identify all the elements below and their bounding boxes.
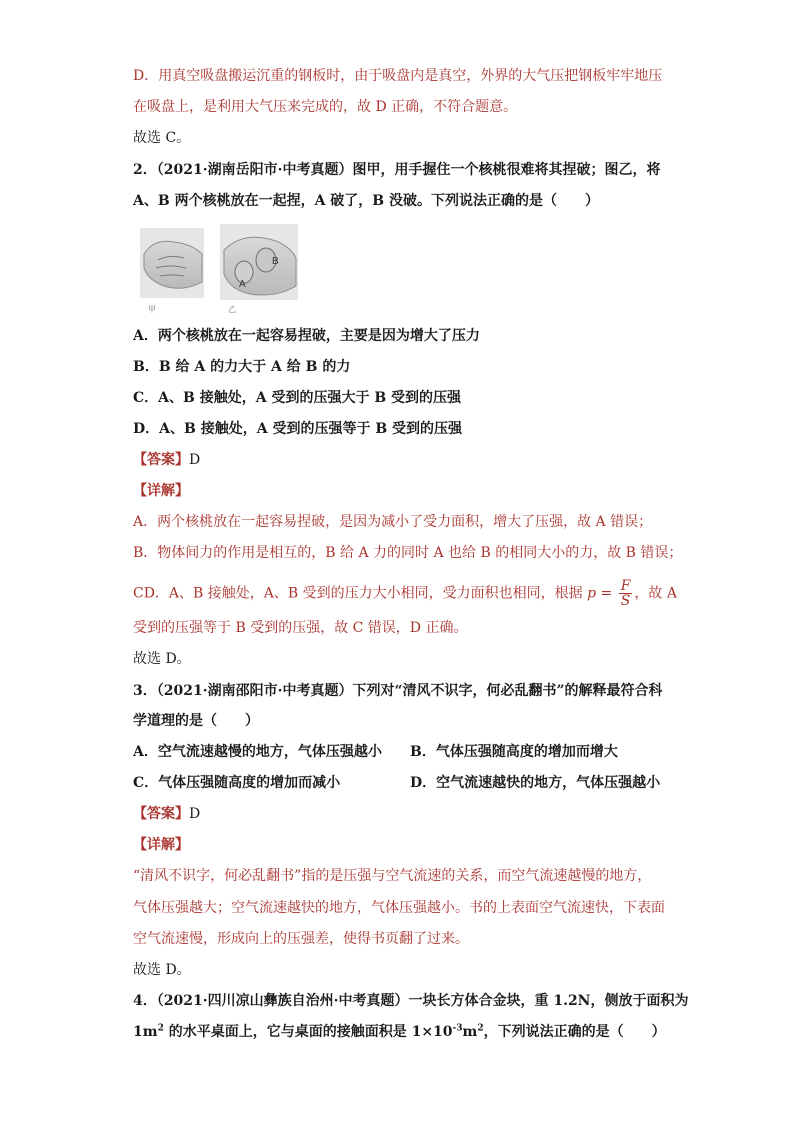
q3-option-b: B．气体压强随高度的增加而增大: [410, 744, 618, 760]
label-b: B: [272, 256, 279, 267]
q2-answer: [133, 450, 200, 470]
q2-conclusion: 故选 D。: [133, 651, 191, 667]
q2-detail-line3: [133, 579, 677, 608]
prev-detail-d-line2: 在吸盘上，是利用大气压来完成的，故 D 正确，不符合题意。: [133, 99, 518, 115]
q4-stem2-sup3: 2: [477, 1023, 484, 1034]
q4-stem2-part-a: 1m: [133, 1024, 158, 1040]
walnut-photo: [140, 224, 300, 316]
q3-option-c: C．气体压强随高度的增加而减小: [133, 775, 341, 791]
label-left-caption: 甲: [148, 305, 156, 314]
q2-stem-line1: 2．（2021·湖南岳阳市·中考真题）图甲，用手握住一个核桃很难将其捏破；图乙，将: [133, 162, 661, 178]
q2-detail-line3-start: CD．A、B 接触处，A、B 受到的压力大小相同，受力面积也相同，根据: [133, 585, 588, 602]
q2-detail-line2: B．物体间力的作用是相互的，B 给 A 力的同时 A 也给 B 的相同大小的力，故 B 错误；: [133, 545, 683, 561]
q2-option-b: B．B 给 A 的力大于 A 给 B 的力: [133, 359, 351, 375]
label-right-caption: 乙: [228, 305, 236, 314]
q2-answer-value: D: [189, 452, 201, 468]
q2-detail-tag: 【详解】: [133, 483, 189, 499]
q2-detail-line1: A．两个核桃放在一起容易捏破，是因为减小了受力面积，增大了压强，故 A 错误；: [133, 514, 653, 530]
q4-stem-line1: 4．（2021·四川凉山彝族自治州·中考真题）一块长方体合金块，重 1.2N，侧放于面积为: [133, 993, 689, 1009]
prev-conclusion: 故选 C。: [133, 130, 191, 146]
q4-stem2-part-c: m: [462, 1024, 478, 1040]
q2-option-d: D．A、B 接触处，A 受到的压强等于 B 受到的压强: [133, 421, 463, 437]
q2-option-c: C．A、B 接触处，A 受到的压强大于 B 受到的压强: [133, 390, 462, 406]
q3-answer-tag: 【答案】: [133, 806, 189, 822]
q3-detail-line3: 空气流速慢，形成向上的压强差，使得书页翻了过来。: [133, 931, 469, 947]
q3-option-d: D．空气流速越快的地方，气体压强越小: [410, 775, 661, 791]
q4-stem2-part-d: ，下列说法正确的是（ ）: [483, 1024, 666, 1040]
q3-option-a: A．空气流速越慢的地方，气体压强越小: [133, 744, 382, 760]
q4-stem2-part-b: 的水平桌面上，它与桌面的接触面积是 1×10: [163, 1024, 453, 1040]
formula-numerator: F: [620, 578, 631, 594]
formula-p: p: [587, 585, 597, 602]
q4-stem2-sup2: -3: [452, 1023, 463, 1034]
q3-detail-line2: 气体压强越大；空气流速越快的地方，气体压强越小。书的上表面空气流速快，下表面: [133, 900, 665, 916]
q3-detail-line1: “清风不识字，何必乱翻书”指的是压强与空气流速的关系，而空气流速越慢的地方，: [133, 868, 652, 884]
label-a: A: [239, 279, 246, 290]
q4-stem2-sup1: 2: [157, 1023, 164, 1034]
q2-answer-tag: 【答案】: [133, 452, 189, 468]
q3-stem-line2: 学道理的是（ ）: [133, 713, 259, 729]
q2-detail-line3-end: ，故 A: [634, 585, 677, 602]
prev-detail-d-line1: D．用真空吸盘搬运沉重的钢板时，由于吸盘内是真空，外界的大气压把钢板牢牢地压: [133, 68, 663, 84]
q4-stem-line2: [133, 1022, 666, 1042]
formula-fraction: [619, 579, 633, 608]
q3-stem-line1: 3．（2021·湖南邵阳市·中考真题）下列对“清风不识字，何必乱翻书”的解释最符合科: [133, 683, 663, 699]
q3-answer-value: D: [189, 806, 201, 822]
q2-detail-line4: 受到的压强等于 B 受到的压强，故 C 错误，D 正确。: [133, 620, 468, 636]
q3-detail-tag: 【详解】: [133, 837, 189, 853]
q2-stem-line2: A、B 两个核桃放在一起捏，A 破了，B 没破。下列说法正确的是（ ）: [133, 193, 600, 209]
formula-denominator: S: [620, 593, 631, 609]
formula-equals: =: [596, 585, 617, 602]
q3-conclusion: 故选 D。: [133, 962, 191, 978]
q2-option-a: A．两个核桃放在一起容易捏破，主要是因为增大了压力: [133, 328, 480, 344]
q3-answer: [133, 804, 200, 824]
